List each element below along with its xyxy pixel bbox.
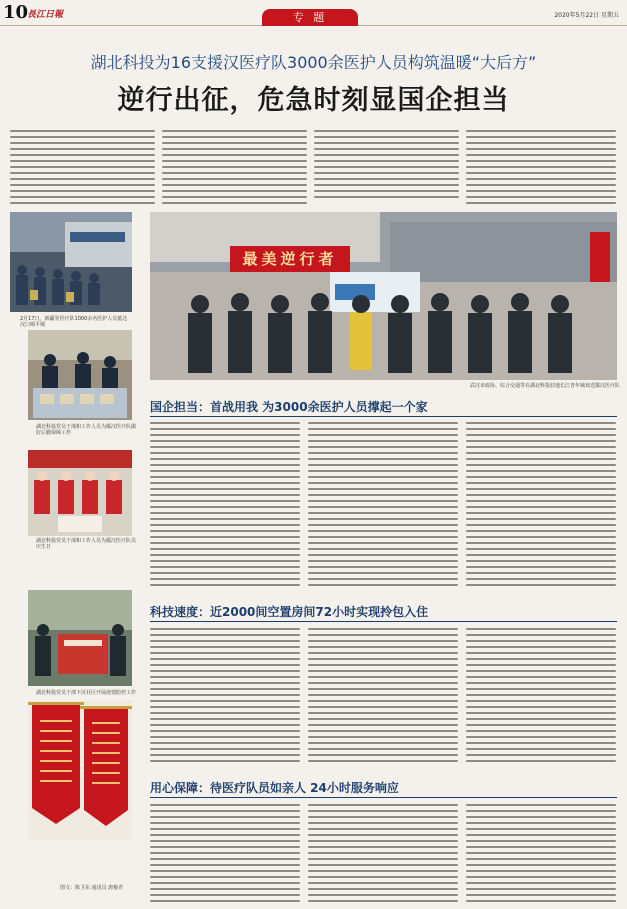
intro-text-col-3: [314, 130, 459, 208]
s2-text-col-3: [466, 628, 616, 768]
caption-team-arrival: 2月17日，新疆等医疗队1000余名医护人员抵达汉口锦平城: [20, 316, 128, 329]
paper-logo: 長江日報: [27, 10, 64, 20]
caption-birthday: 湖北科投党员干部和工作人员为援汉医疗队员庆生日: [36, 538, 137, 551]
page-number: 10: [3, 2, 29, 23]
section-tab: 专 题: [262, 9, 358, 26]
issue-date: 2020年5月22日 星期五: [554, 12, 619, 19]
s2-text-col-2: [308, 628, 458, 768]
masthead: [0, 0, 627, 26]
photo-logistics-prep: [28, 330, 132, 420]
section-title-1: 国企担当：首战用我 为3000余医护人员撑起一个家: [150, 400, 428, 414]
photo-medical-team-arrival: [10, 212, 132, 312]
s1-text-col-1: [150, 422, 300, 592]
s1-text-col-2: [308, 422, 458, 592]
intro-text-col-2: [162, 130, 307, 208]
s1-text-col-3: [466, 422, 616, 592]
main-headline: 逆行出征，危急时刻显国企担当: [117, 85, 510, 116]
s2-text-col-1: [150, 628, 300, 768]
photo-birthday-celebration: [28, 450, 132, 536]
caption-group: 武汉市政协、综合交通等在湖北科投驻地长江青年城欢送援汉医疗队: [469, 383, 620, 389]
section-title-2: 科技速度：近2000间空置房间72小时实现拎包入住: [150, 605, 429, 619]
section-rule-1: [150, 416, 617, 417]
caption-logistics: 湖北科投党员干部和工作人员为援汉医疗队做好后勤保障工作: [36, 424, 137, 437]
section-title-3: 用心保障：待医疗队员如亲人 24小时服务响应: [150, 781, 399, 795]
s3-text-col-1: [150, 804, 300, 904]
intro-text-col-1: [10, 130, 155, 208]
section-rule-3: [150, 797, 617, 798]
banner-slogan: 最美逆行者: [242, 250, 338, 268]
s3-text-col-2: [308, 804, 458, 904]
caption-community: 湖北科投党员干部下沉社区开展疫情防控工作: [36, 690, 137, 696]
section-rule-2: [150, 621, 617, 622]
photo-group-farewell: [150, 212, 617, 380]
photo-credit: 图文：陈卫东 通讯员 唐俊青: [60, 885, 124, 891]
kicker-headline: 湖北科投为16支援汉医疗队3000余医护人员构筑温暖“大后方”: [90, 53, 537, 72]
photo-pennants: [28, 700, 132, 840]
intro-text-col-4: [466, 130, 616, 208]
s3-text-col-3: [466, 804, 616, 904]
photo-community-control: [28, 590, 132, 686]
